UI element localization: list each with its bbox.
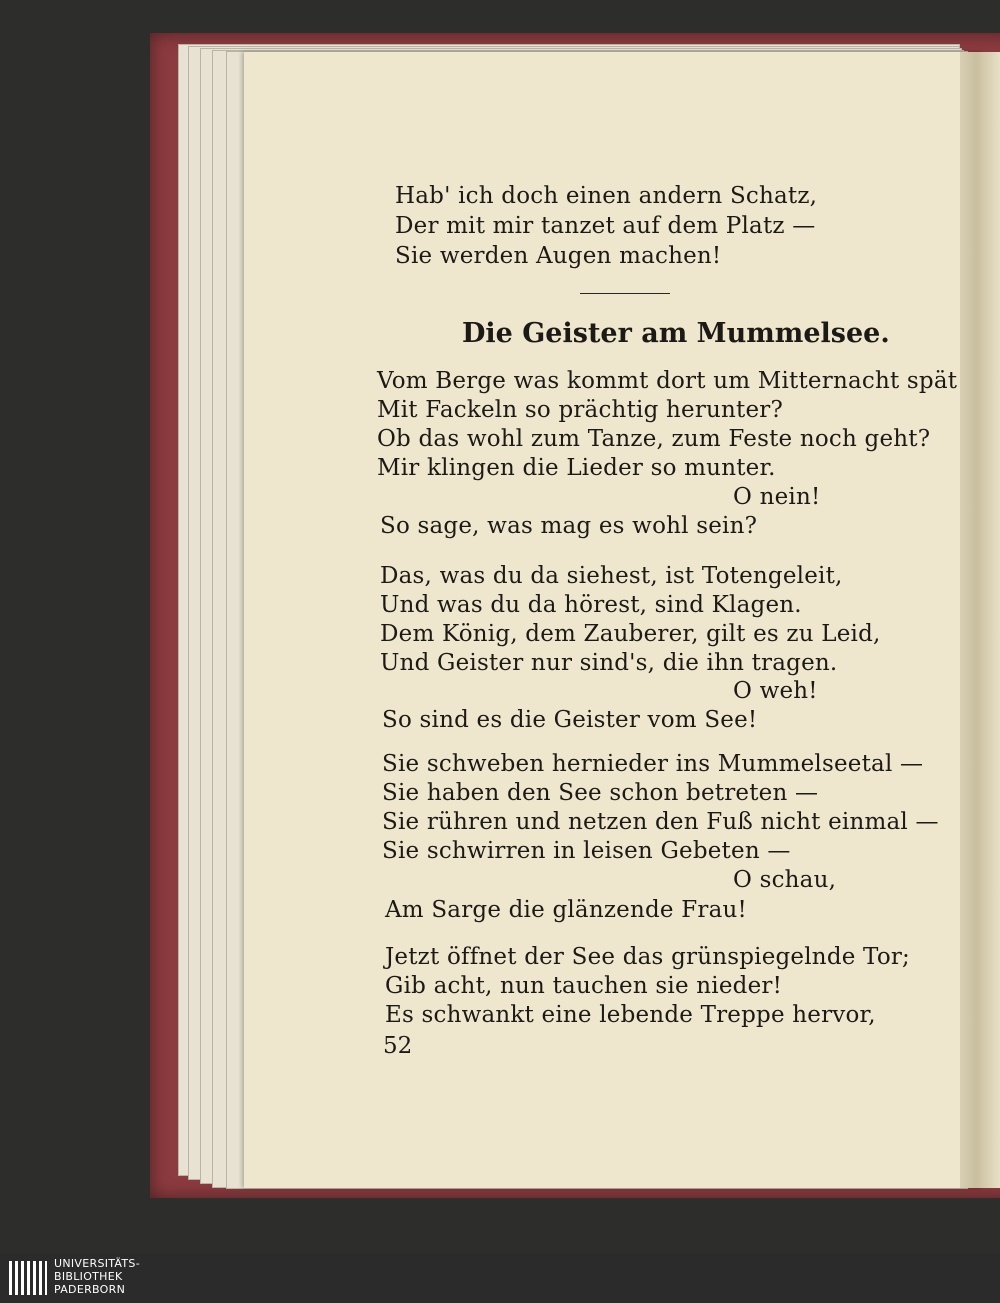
verse-line: So sind es die Geister vom See! [382,707,758,733]
verse-line: Sie rühren und netzen den Fuß nicht einmal — [382,809,939,835]
verse-line: Sie haben den See schon betreten — [382,780,819,806]
verse-line: Mit Fackeln so prächtig herunter? [377,397,784,423]
verse-line: Der mit mir tanzet auf dem Platz — [395,213,816,239]
page-number: 52 [383,1033,413,1059]
verse-line: Mir klingen die Lieder so munter. [377,455,776,481]
verse-line: Sie schwirren in leisen Gebeten — [382,838,791,864]
verse-line: O schau, [733,867,837,893]
library-logo-icon [8,1258,48,1298]
verse-line: Das, was du da siehest, ist Totengeleit, [380,563,843,589]
verse-line: O nein! [733,484,821,510]
verse-line: Am Sarge die glänzende Frau! [385,897,747,923]
library-name-line: PADERBORN [54,1283,126,1296]
page-gutter [960,52,1000,1188]
library-name [54,1257,140,1296]
verse-line: O weh! [733,678,818,704]
verse-line: Vom Berge was kommt dort um Mitternacht spät [377,368,958,394]
verse-line: Ob das wohl zum Tanze, zum Feste noch geht? [377,426,931,452]
section-divider [580,293,670,294]
verse-line: Es schwankt eine lebende Treppe hervor, [385,1002,876,1028]
verse-line: Dem König, dem Zauberer, gilt es zu Leid, [380,621,881,647]
verse-line: So sage, was mag es wohl sein? [380,513,758,539]
verse-line: Sie schweben hernieder ins Mummelseetal — [382,751,924,777]
verse-line: Und was du da hörest, sind Klagen. [380,592,802,618]
library-footer [0,1253,1000,1303]
library-name-line: BIBLIOTHEK [54,1270,123,1283]
poem-title: Die Geister am Mummelsee. [462,318,890,349]
verse-line: Gib acht, nun tauchen sie nieder! [385,973,783,999]
library-name-line: UNIVERSITÄTS- [54,1257,140,1270]
verse-line: Sie werden Augen machen! [395,243,722,269]
verse-line: Hab' ich doch einen andern Schatz, [395,183,818,209]
verse-line: Und Geister nur sind's, die ihn tragen. [380,650,838,676]
verse-line: Jetzt öffnet der See das grünspiegelnde Tor; [385,944,911,970]
